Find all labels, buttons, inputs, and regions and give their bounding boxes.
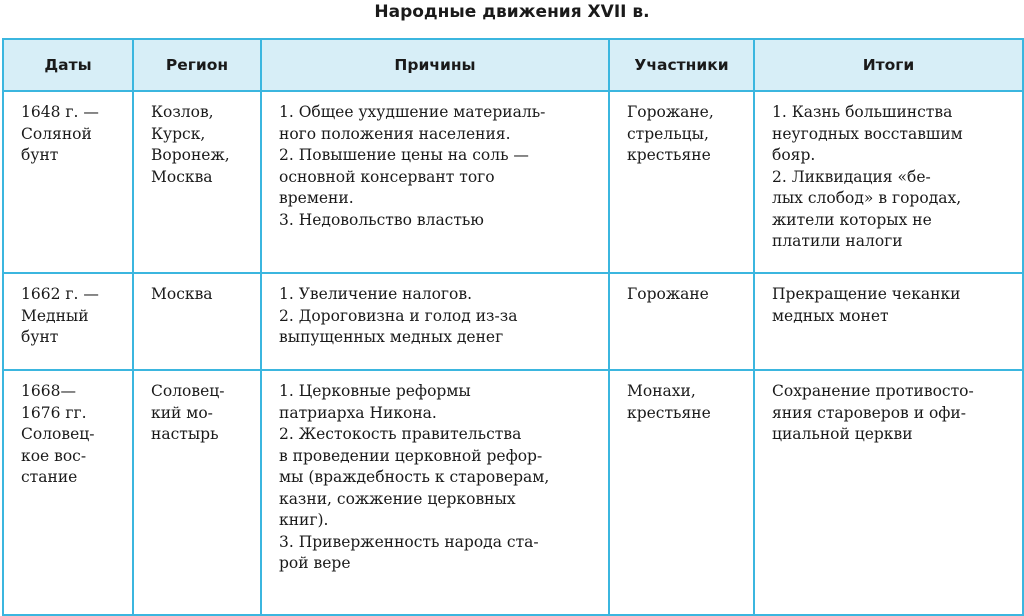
cell-text-line: 1648 г. — — [21, 103, 99, 121]
cell-text-line: Воронеж, — [151, 146, 230, 164]
cell-text-line: медных монет — [772, 306, 889, 325]
cell-text-line: рой вере — [279, 554, 351, 572]
cell-text-line: 1. Церковные реформы — [279, 382, 471, 400]
cell-text-line: жители которых не — [772, 210, 932, 229]
table-row — [3, 273, 1023, 370]
column-header-dates: Даты — [3, 39, 133, 91]
cell-text-line: 1. Казнь большинства — [772, 103, 953, 121]
cell-text-line: циальной церкви — [772, 425, 913, 443]
cell-text-line: Курск, — [151, 124, 206, 143]
cell-text-line: 2. Ликвидация «бе- — [772, 167, 931, 186]
cell-text-line: кое вос- — [21, 446, 87, 465]
cell-text-line: кий мо- — [151, 403, 213, 422]
cell-dates — [3, 273, 133, 370]
cell-text-line: ного положения населения. — [279, 124, 511, 143]
cell-text-line: 1668— — [21, 382, 76, 400]
cell-participants — [609, 91, 754, 273]
cell-text-line: бунт — [21, 146, 59, 164]
column-header-results: Итоги — [754, 39, 1023, 91]
cell-text-line: Горожане, — [627, 103, 714, 121]
cell-text-line: стрельцы, — [627, 124, 709, 143]
movements-table — [2, 38, 1024, 616]
cell-dates — [3, 91, 133, 273]
cell-text-line: выпущенных медных денег — [279, 328, 504, 346]
cell-results — [754, 370, 1023, 615]
cell-text-line: бояр. — [772, 146, 816, 164]
cell-causes — [261, 370, 609, 615]
cell-text-line: бунт — [21, 328, 59, 346]
cell-text-line: мы (враждебность к староверам, — [279, 468, 550, 486]
cell-text-line: Соловец- — [21, 425, 95, 443]
cell-region — [133, 273, 261, 370]
cell-dates — [3, 370, 133, 615]
cell-text-line: 1. Увеличение налогов. — [279, 285, 473, 303]
cell-text-line: в проведении церковной рефор- — [279, 446, 543, 465]
cell-text-line: Монахи, — [627, 382, 696, 400]
cell-text-line: неугодных восставшим — [772, 124, 963, 143]
cell-text-line: Москва — [151, 285, 213, 303]
cell-text-line: 1. Общее ухудшение материаль- — [279, 103, 546, 121]
cell-text-line: платили налоги — [772, 232, 903, 250]
cell-text-line: 2. Жестокость правительства — [279, 425, 522, 443]
cell-participants — [609, 370, 754, 615]
cell-text-line: стание — [21, 468, 78, 486]
cell-text-line: времени. — [279, 189, 354, 207]
cell-text-line: Москва — [151, 167, 213, 186]
cell-text-line: Горожане — [627, 285, 709, 303]
cell-text-line: 1676 гг. — [21, 403, 87, 422]
cell-text-line: основной консервант того — [279, 167, 495, 186]
cell-region — [133, 370, 261, 615]
cell-text-line: Соляной — [21, 124, 92, 143]
cell-text-line: книг). — [279, 511, 329, 529]
cell-text-line: патриарха Никона. — [279, 403, 437, 422]
cell-text-line: Соловец- — [151, 382, 225, 400]
cell-region — [133, 91, 261, 273]
cell-text-line: 2. Повышение цены на соль — — [279, 146, 529, 164]
column-header-participants: Участники — [609, 39, 754, 91]
cell-text-line: крестьяне — [627, 146, 711, 164]
cell-participants — [609, 273, 754, 370]
cell-text-line: 1662 г. — — [21, 285, 99, 303]
cell-text-line: Сохранение противосто- — [772, 382, 974, 400]
cell-text-line: 3. Недовольство властью — [279, 210, 484, 229]
cell-text-line: лых слобод» в городах, — [772, 189, 962, 207]
cell-results — [754, 91, 1023, 273]
page-title: Народные движения XVII в. — [374, 2, 650, 22]
cell-text-line: яния староверов и офи- — [772, 403, 966, 422]
cell-causes — [261, 91, 609, 273]
cell-text-line: 2. Дороговизна и голод из-за — [279, 306, 518, 325]
cell-text-line: Прекращение чеканки — [772, 285, 961, 303]
column-header-region: Регион — [133, 39, 261, 91]
cell-text-line: 3. Приверженность народа ста- — [279, 532, 539, 551]
cell-text-line: настырь — [151, 425, 219, 443]
cell-results — [754, 273, 1023, 370]
cell-text-line: Козлов, — [151, 103, 214, 121]
cell-text-line: казни, сожжение церковных — [279, 489, 516, 508]
table-row — [3, 91, 1023, 273]
table-row — [3, 370, 1023, 615]
cell-causes — [261, 273, 609, 370]
cell-text-line: Медный — [21, 306, 89, 325]
table-header-row — [3, 39, 1023, 91]
cell-text-line: крестьяне — [627, 403, 711, 422]
column-header-causes: Причины — [261, 39, 609, 91]
